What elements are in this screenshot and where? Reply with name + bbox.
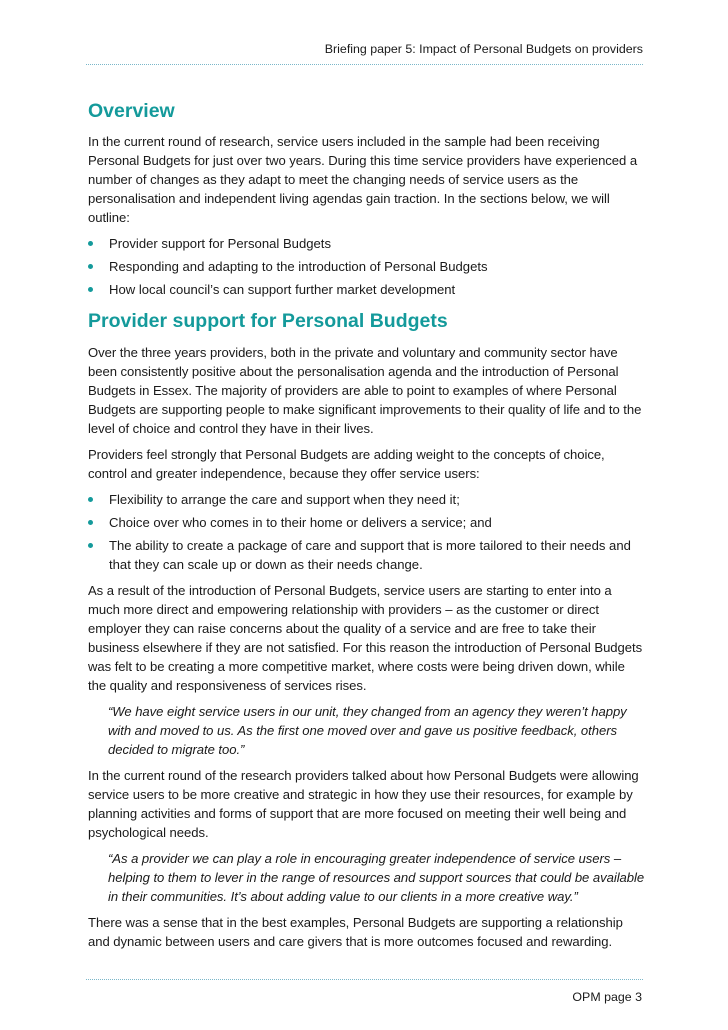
list-item-text: How local council’s can support further market development — [109, 282, 456, 297]
bullet-icon — [88, 264, 93, 269]
list-item-text: Provider support for Personal Budgets — [109, 236, 331, 251]
list-item — [88, 536, 646, 574]
provider-support-paragraph-5: There was a sense that in the best examples, Personal Budgets are supporting a relationship and dynamic between users and care givers that is more outcomes focused and rewarding. — [88, 915, 623, 949]
service-user-benefits-list — [88, 490, 646, 574]
provider-support-heading: Provider support for Personal Budgets — [88, 310, 448, 332]
list-item — [88, 513, 646, 532]
list-item — [88, 257, 646, 276]
header-divider — [86, 64, 643, 65]
provider-support-paragraph-2: Providers feel strongly that Personal Budgets are adding weight to the concepts of choice, control and greater independence, because they offer service users: — [88, 447, 605, 481]
provider-quote-2: “As a provider we can play a role in encouraging greater independence of service users – helping to them to lever in the range of resources and support sources that could be available in their communities. It’s about adding value to our clients in a more creative way.” — [108, 851, 645, 904]
bullet-icon — [88, 287, 93, 292]
page-number: OPM page 3 — [572, 990, 642, 1004]
bullet-icon — [88, 241, 93, 246]
list-item — [88, 234, 646, 253]
list-item-text: Responding and adapting to the introduction of Personal Budgets — [109, 259, 488, 274]
list-item-text: Flexibility to arrange the care and support when they need it; — [109, 492, 460, 507]
page-body — [88, 98, 646, 958]
list-item — [88, 280, 646, 299]
bullet-icon — [88, 497, 93, 502]
list-item-text: The ability to create a package of care and support that is more tailored to their needs and that they can scale up or down as their needs change. — [109, 538, 631, 572]
overview-heading: Overview — [88, 100, 175, 122]
list-item — [88, 490, 646, 509]
provider-support-paragraph-3: As a result of the introduction of Personal Budgets, service users are starting to enter into a much more direct and empowering relationship with providers – as the customer or direct employer they can raise concerns about the quality of a service and are free to take their business elsewhere if they are not satisfied. For this reason the introduction of Personal Budgets was felt to be creating a more competitive market, where costs were being driven down, while the quality and responsiveness of services rises. — [88, 583, 643, 693]
running-header: Briefing paper 5: Impact of Personal Budgets on providers — [324, 42, 643, 56]
provider-support-paragraph-1: Over the three years providers, both in the private and voluntary and community sector have been consistently positive about the personalisation agenda and the introduction of Personal Budgets in Essex. The majority of providers are able to point to examples of where Personal Budgets are supporting people to make significant improvements to their quality of life and to the level of choice and control they have in their lives. — [88, 345, 642, 436]
overview-intro-paragraph: In the current round of research, service users included in the sample had been receiving Personal Budgets for just over two years. During this time service providers have experienced a number of changes as they adapt to meet the changing needs of service users as the personalisation and independent living agendas gain traction. In the sections below, we will outline: — [88, 134, 638, 225]
provider-quote-1: “We have eight service users in our unit, they changed from an agency they weren’t happy with and moved to us. As the first one moved over and gave us positive feedback, others decided to migrate too.” — [108, 704, 627, 757]
overview-bullet-list — [88, 234, 646, 299]
bullet-icon — [88, 520, 93, 525]
provider-support-paragraph-4: In the current round of the research providers talked about how Personal Budgets were allowing service users to be more creative and strategic in how they use their resources, for example by planning activities and forms of support that are more focused on meeting their well being and psychological needs. — [88, 768, 639, 840]
footer-divider — [86, 979, 643, 980]
bullet-icon — [88, 543, 93, 548]
list-item-text: Choice over who comes in to their home or delivers a service; and — [109, 515, 492, 530]
